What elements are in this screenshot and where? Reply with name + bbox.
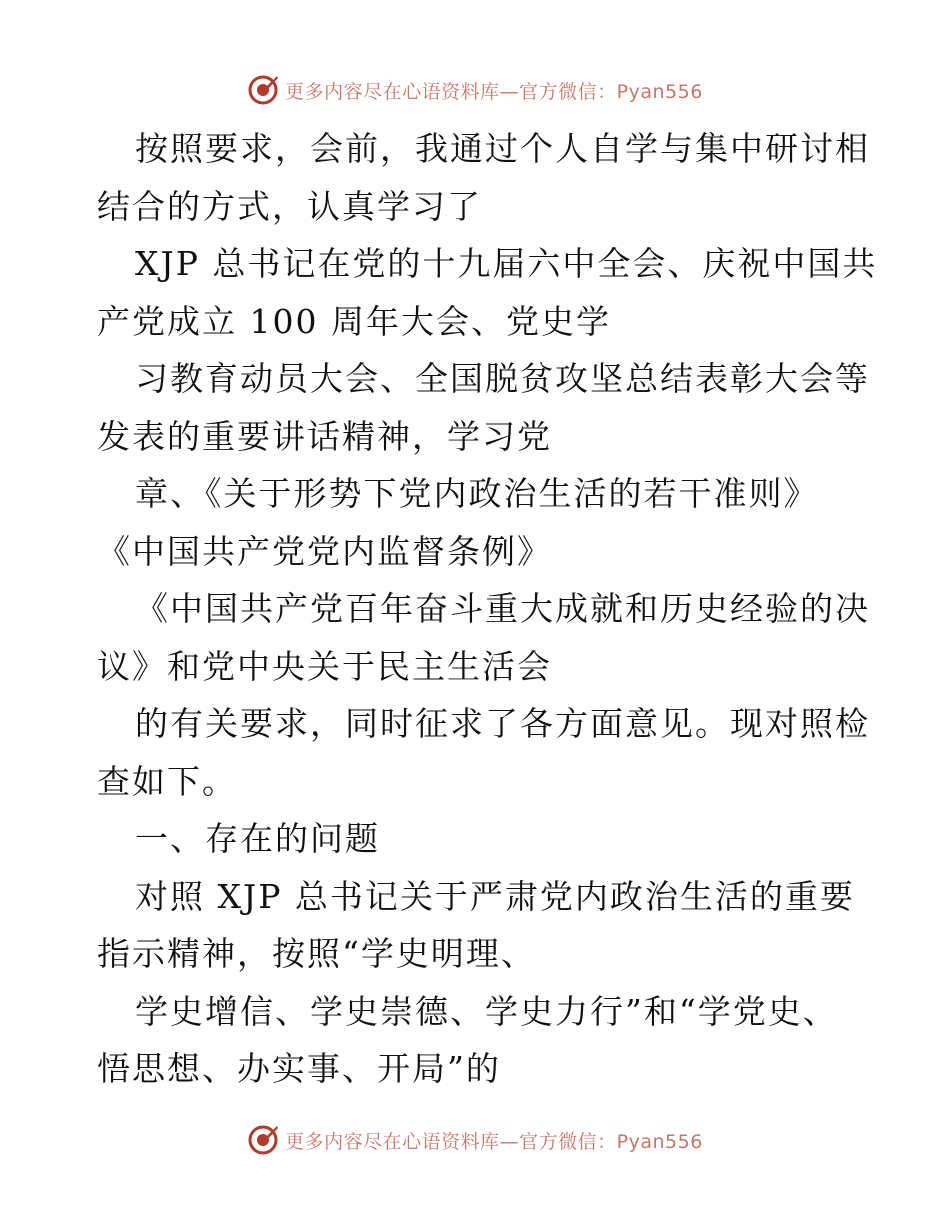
text-line: 习教育动员大会、全国脱贫攻坚总结表彰大会等 xyxy=(135,359,870,398)
text-line: 学史增信、学史崇德、学史力行”和“学党史、 xyxy=(135,991,838,1031)
document-body xyxy=(97,120,878,1098)
text-line: 结合的方式，认真学习了 xyxy=(97,186,482,226)
text-line: 议》和党中央关于民主生活会 xyxy=(97,646,552,686)
text-line: XJP 总书记在党的十九届六中全会、庆祝中国共 xyxy=(135,244,878,283)
text-line: 对照 XJP 总书记关于严肃党内政治生活的重要 xyxy=(135,876,855,916)
watermark-text: 更多内容尽在心语资料库—官方微信：Pyan556 xyxy=(285,80,703,103)
header-watermark xyxy=(0,70,950,110)
watermark-text: 更多内容尽在心语资料库—官方微信：Pyan556 xyxy=(285,1130,703,1153)
text-line: 悟思想、办实事、开局”的 xyxy=(97,1049,501,1088)
pen-logo-icon xyxy=(247,1124,279,1156)
text-line: 指示精神，按照“学史明理、 xyxy=(97,934,536,973)
pen-logo-icon xyxy=(247,74,279,106)
text-line: 《中国共产党百年奋斗重大成就和历史经验的决 xyxy=(135,589,870,628)
text-line: 的有关要求，同时征求了各方面意见。现对照检 xyxy=(135,704,870,743)
text-line: 一、存在的问题 xyxy=(135,819,380,858)
footer-watermark xyxy=(0,1120,950,1160)
text-line: 《中国共产党党内监督条例》 xyxy=(97,531,552,571)
text-line: 按照要求，会前，我通过个人自学与集中研讨相 xyxy=(135,129,870,168)
text-line: 查如下。 xyxy=(97,761,237,801)
text-line: 产党成立 100 周年大会、党史学 xyxy=(97,301,611,341)
text-line: 章、《关于形势下党内政治生活的若干准则》 xyxy=(135,474,819,513)
text-line: 发表的重要讲话精神，学习党 xyxy=(97,416,552,456)
